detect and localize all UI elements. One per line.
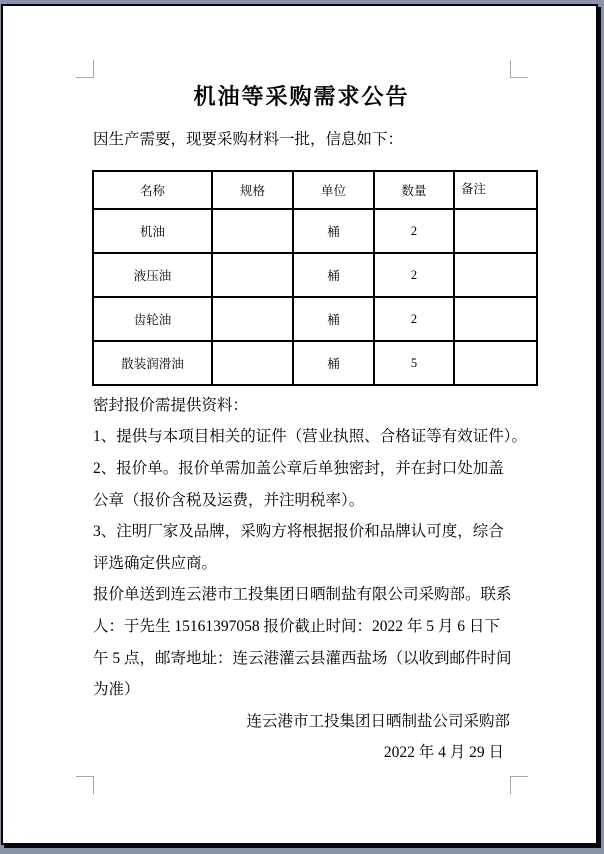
body-line: 2、报价单。报价单需加盖公章后单独密封，并在封口处加盖 [93, 459, 504, 477]
table-cell-spec [212, 341, 293, 385]
document-page [1, 4, 598, 845]
table-cell-qty: 2 [374, 297, 454, 341]
signature-org: 连云港市工投集团日晒制盐公司采购部 [246, 712, 510, 730]
body-line: 1、提供与本项目相关的证件（营业执照、合格证等有效证件）。 [93, 428, 528, 446]
body-line: 为准） [93, 681, 140, 699]
table-cell-unit: 桶 [293, 341, 374, 385]
table-row [93, 209, 537, 253]
table-header-remark: 备注 [454, 171, 537, 209]
margin-mark-top-right-icon [510, 60, 528, 78]
table-cell-name: 液压油 [93, 253, 212, 297]
page-title: 机油等采购需求公告 [193, 84, 410, 109]
table-cell-remark [454, 297, 537, 341]
table-header-name: 名称 [93, 171, 212, 209]
table-cell-unit: 桶 [293, 209, 374, 253]
table-row [93, 297, 537, 341]
table-header-row [93, 171, 537, 209]
table-cell-qty: 5 [374, 341, 454, 385]
table-row [93, 341, 537, 385]
table-cell-qty: 2 [374, 253, 454, 297]
table-cell-remark [454, 341, 537, 385]
table-cell-unit: 桶 [293, 253, 374, 297]
table-header-unit: 单位 [293, 171, 374, 209]
table-header-qty: 数量 [374, 171, 454, 209]
table-cell-spec [212, 209, 293, 253]
body-line: 密封报价需提供资料： [93, 396, 249, 414]
signature-date: 2022 年 4 月 29 日 [383, 744, 504, 762]
body-line: 报价单送到连云港市工投集团日晒制盐有限公司采购部。联系 [93, 586, 512, 604]
body-line: 评选确定供应商。 [93, 554, 218, 572]
table-cell-remark [454, 209, 537, 253]
table-header-spec: 规格 [212, 171, 293, 209]
body-text-block [93, 388, 528, 767]
margin-mark-top-left-icon [76, 60, 94, 78]
body-line: 午 5 点，邮寄地址：连云港灌云县灌西盐场（以收到邮件时间 [93, 649, 512, 667]
intro-text: 因生产需要，现要采购材料一批，信息如下： [93, 131, 404, 148]
table-cell-unit: 桶 [293, 297, 374, 341]
table-cell-name: 机油 [93, 209, 212, 253]
body-line: 公章（报价含税及运费，并注明税率）。 [93, 491, 365, 509]
table-cell-name: 散装润滑油 [93, 341, 212, 385]
table-row [93, 253, 537, 297]
procurement-table [92, 170, 538, 386]
body-line: 3、注明厂家及品牌，采购方将根据报价和品牌认可度，综合 [93, 523, 504, 541]
margin-mark-bottom-right-icon [510, 776, 528, 794]
table-cell-remark [454, 253, 537, 297]
table-cell-spec [212, 253, 293, 297]
table-cell-name: 齿轮油 [93, 297, 212, 341]
table-cell-qty: 2 [374, 209, 454, 253]
table-cell-spec [212, 297, 293, 341]
body-line: 人：于先生 15161397058 报价截止时间：2022 年 5 月 6 日下 [93, 617, 500, 635]
margin-mark-bottom-left-icon [76, 776, 94, 794]
